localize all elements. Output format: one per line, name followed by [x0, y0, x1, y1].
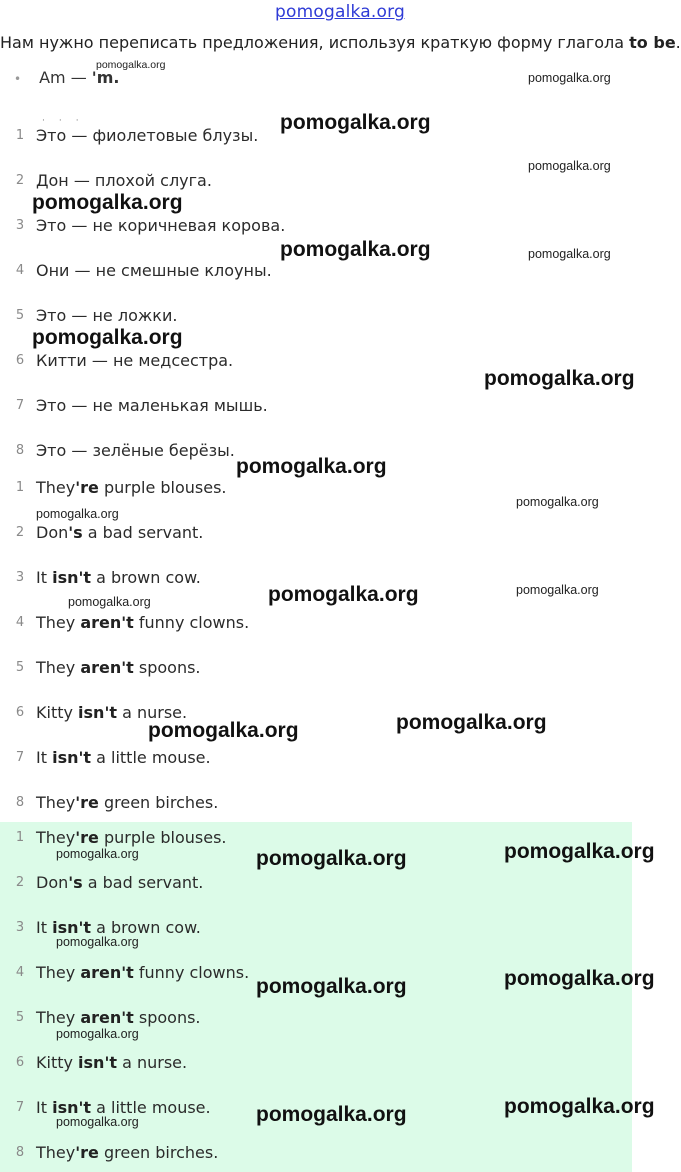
- sentence-number: 3: [15, 570, 25, 585]
- sentence-number: 6: [15, 705, 25, 720]
- watermark-text: pomogalka.org: [68, 595, 151, 609]
- answer-number: 3: [15, 920, 25, 935]
- sentence-text-post: green birches.: [98, 793, 219, 812]
- watermark-text: pomogalka.org: [268, 583, 419, 606]
- watermark-text: pomogalka.org: [396, 711, 547, 734]
- watermark-text: pomogalka.org: [516, 495, 599, 509]
- translation-number: 2: [15, 173, 25, 188]
- task-intro: [0, 33, 680, 52]
- watermark-text: pomogalka.org: [56, 935, 139, 949]
- sentence-text-pre: Kitty: [36, 703, 79, 722]
- translation-number: 7: [15, 398, 25, 413]
- translation-row: [0, 261, 660, 287]
- answer-number: 1: [15, 830, 25, 845]
- answer-short-form: aren't: [80, 963, 134, 982]
- answer-text-post: spoons.: [133, 1008, 201, 1027]
- answer-number: 7: [15, 1100, 25, 1115]
- sentence-text: [36, 748, 211, 767]
- answer-text-pre: It: [36, 918, 53, 937]
- sentence-short-form: isn't: [78, 703, 117, 722]
- answer-text-post: green birches.: [98, 1143, 219, 1162]
- translation-text: Это — зелёные берёзы.: [36, 441, 235, 460]
- intro-bold: to be: [629, 33, 676, 52]
- answer-text: [36, 1008, 201, 1027]
- translation-text: Это — не ложки.: [36, 306, 178, 325]
- watermark-text: pomogalka.org: [256, 975, 407, 998]
- sentence-row: [0, 658, 660, 684]
- sentence-text: [36, 523, 203, 542]
- bullet-end: .: [113, 68, 120, 87]
- watermark-text: pomogalka.org: [36, 507, 119, 521]
- sentence-row: [0, 793, 660, 819]
- answer-short-form: 're: [75, 828, 99, 847]
- answer-text-pre: Kitty: [36, 1053, 79, 1072]
- translation-text: Они — не смешные клоуны.: [36, 261, 272, 280]
- sentence-text: [36, 613, 249, 632]
- sentence-text-pre: They: [36, 658, 81, 677]
- watermark-text: pomogalka.org: [56, 847, 139, 861]
- answer-text-post: a little mouse.: [91, 1098, 211, 1117]
- answer-number: 8: [15, 1145, 25, 1160]
- answer-number: 4: [15, 965, 25, 980]
- answer-text-pre: They: [36, 1143, 76, 1162]
- watermark-text: pomogalka.org: [32, 326, 183, 349]
- translation-number: 1: [15, 128, 25, 143]
- site-title[interactable]: pomogalka.org: [275, 2, 405, 22]
- sentence-short-form: isn't: [52, 568, 92, 587]
- bullet-dot-icon: •: [14, 71, 22, 86]
- sentence-text-pre: They: [36, 793, 76, 812]
- translation-number: 6: [15, 353, 25, 368]
- answer-row: [0, 1053, 660, 1079]
- sentence-row: [0, 703, 660, 729]
- translation-text: Дон — плохой слуга.: [36, 171, 212, 190]
- sentence-short-form: 're: [75, 478, 99, 497]
- sentence-short-form: 're: [75, 793, 99, 812]
- translation-number: 8: [15, 443, 25, 458]
- watermark-text: pomogalka.org: [236, 455, 387, 478]
- sentence-text-post: spoons.: [133, 658, 201, 677]
- sentence-text-pre: Don: [36, 523, 69, 542]
- sentence-text-post: a nurse.: [117, 703, 188, 722]
- watermark-text: pomogalka.org: [484, 367, 635, 390]
- sentence-text-post: purple blouses.: [98, 478, 227, 497]
- translation-text: Китти — не медсестра.: [36, 351, 234, 370]
- sentence-number: 4: [15, 615, 25, 630]
- watermark-text: pomogalka.org: [32, 191, 183, 214]
- answer-text: [36, 828, 227, 847]
- translation-number: 5: [15, 308, 25, 323]
- sentence-text-pre: They: [36, 613, 81, 632]
- answer-text-post: a nurse.: [117, 1053, 188, 1072]
- answer-short-form: 's: [68, 873, 83, 892]
- sentence-text: [36, 568, 201, 587]
- sentence-text: [36, 658, 201, 677]
- answer-text-post: purple blouses.: [98, 828, 227, 847]
- sentence-short-form: isn't: [52, 748, 92, 767]
- watermark-text: pomogalka.org: [280, 238, 431, 261]
- sentence-number: 1: [15, 480, 25, 495]
- sentence-number: 5: [15, 660, 25, 675]
- answer-text-pre: It: [36, 1098, 53, 1117]
- answer-text-pre: They: [36, 963, 81, 982]
- sentence-short-form: 's: [68, 523, 83, 542]
- intro-end: .: [675, 33, 681, 52]
- answer-text-pre: They: [36, 1008, 81, 1027]
- translation-row: [0, 396, 660, 422]
- bullet-short: 'm: [91, 68, 114, 87]
- answer-short-form: isn't: [52, 1098, 92, 1117]
- sentence-text: [36, 478, 227, 497]
- sentence-number: 8: [15, 795, 25, 810]
- answer-text-pre: They: [36, 828, 76, 847]
- watermark-text: pomogalka.org: [528, 71, 611, 85]
- sentence-text-post: a brown cow.: [91, 568, 201, 587]
- sentence-row: [0, 523, 660, 549]
- translation-text: Это — не коричневая корова.: [36, 216, 286, 235]
- sentence-number: 2: [15, 525, 25, 540]
- answer-short-form: isn't: [52, 918, 92, 937]
- watermark-text: pomogalka.org: [504, 967, 655, 990]
- sentence-short-form: aren't: [80, 658, 134, 677]
- answer-text: [36, 963, 249, 982]
- watermark-text: pomogalka.org: [56, 1027, 139, 1041]
- answer-text: [36, 873, 203, 892]
- answer-text-pre: Don: [36, 873, 69, 892]
- bullet-label: Am —: [39, 68, 87, 87]
- watermark-text: pomogalka.org: [148, 719, 299, 742]
- answer-text: [36, 1053, 187, 1072]
- watermark-text: pomogalka.org: [96, 59, 166, 71]
- answer-text: [36, 1143, 218, 1162]
- sentence-number: 7: [15, 750, 25, 765]
- answer-text-post: funny clowns.: [133, 963, 250, 982]
- answer-text-post: a brown cow.: [91, 918, 201, 937]
- answer-short-form: aren't: [80, 1008, 134, 1027]
- answer-row: [0, 873, 660, 899]
- watermark-text: pomogalka.org: [256, 1103, 407, 1126]
- divider-dots: ···: [42, 116, 93, 126]
- sentence-text: [36, 793, 218, 812]
- translation-text: Это — не маленькая мышь.: [36, 396, 268, 415]
- answer-row: [0, 1143, 660, 1169]
- watermark-text: pomogalka.org: [528, 247, 611, 261]
- answer-short-form: isn't: [78, 1053, 117, 1072]
- watermark-text: pomogalka.org: [256, 847, 407, 870]
- sentence-text-pre: It: [36, 748, 53, 767]
- answer-short-form: 're: [75, 1143, 99, 1162]
- sentence-row: [0, 613, 660, 639]
- answer-number: 2: [15, 875, 25, 890]
- answer-text-post: a bad servant.: [82, 873, 204, 892]
- watermark-text: pomogalka.org: [504, 1095, 655, 1118]
- intro-text: Нам нужно переписать предложения, используя краткую форму глагола: [0, 33, 630, 52]
- answer-number: 5: [15, 1010, 25, 1025]
- sentence-text-pre: It: [36, 568, 53, 587]
- translation-number: 4: [15, 263, 25, 278]
- sentence-text-post: a little mouse.: [91, 748, 211, 767]
- sentence-text-post: a bad servant.: [82, 523, 204, 542]
- sentence-text-post: funny clowns.: [133, 613, 250, 632]
- sentence-row: [0, 748, 660, 774]
- watermark-text: pomogalka.org: [516, 583, 599, 597]
- watermark-text: pomogalka.org: [504, 840, 655, 863]
- sentence-text-pre: They: [36, 478, 76, 497]
- answer-number: 6: [15, 1055, 25, 1070]
- translation-number: 3: [15, 218, 25, 233]
- translation-text: Это — фиолетовые блузы.: [36, 126, 259, 145]
- watermark-text: pomogalka.org: [56, 1115, 139, 1129]
- sentence-short-form: aren't: [80, 613, 134, 632]
- watermark-text: pomogalka.org: [528, 159, 611, 173]
- watermark-text: pomogalka.org: [280, 111, 431, 134]
